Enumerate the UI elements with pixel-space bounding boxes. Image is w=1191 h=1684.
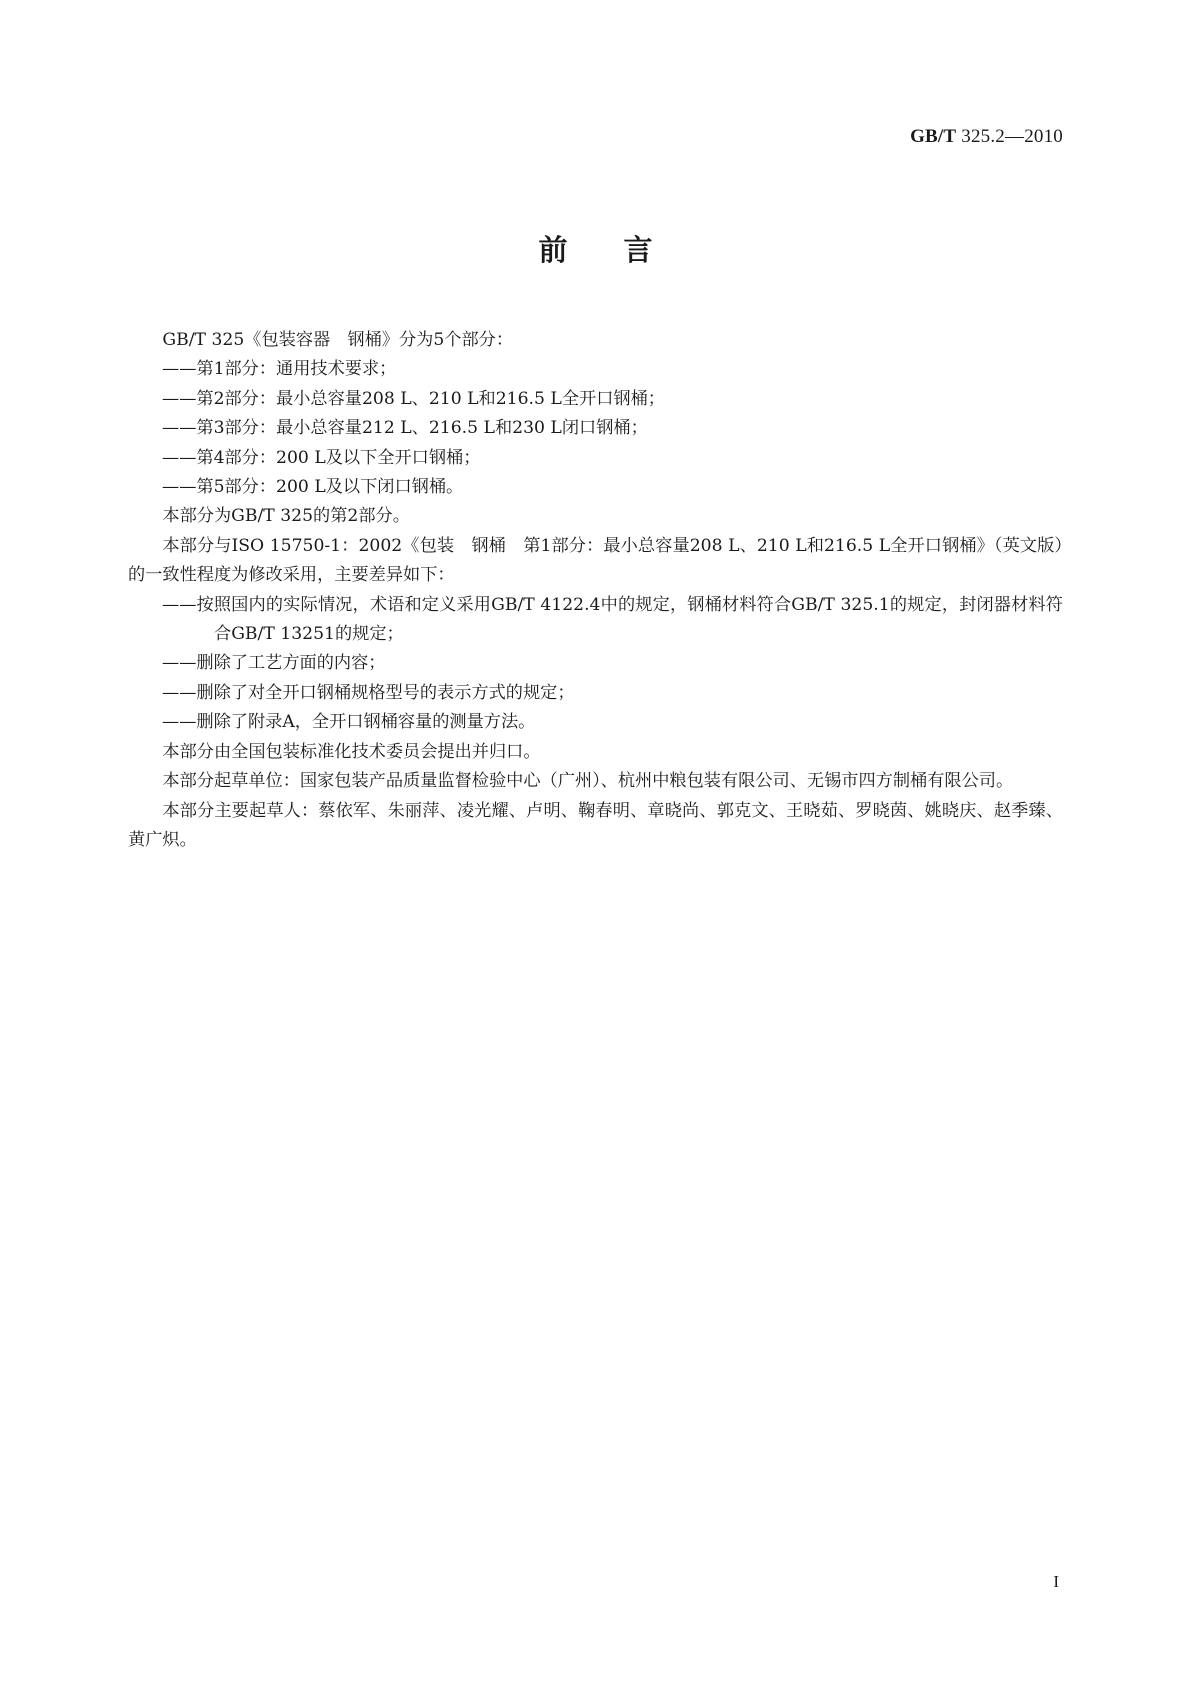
paragraph-iso-consistency: 本部分与ISO 15750-1：2002《包装 钢桶 第1部分：最小总容量208 L、210 L和216.5 L全开口钢桶》（英文版）的一致性程度为修改采用，主要差异如下：	[128, 535, 1063, 586]
standard-code-prefix: GB/T	[910, 126, 957, 147]
paragraph-this-part: 本部分为GB/T 325的第2部分。	[162, 506, 410, 527]
document-body	[128, 326, 1063, 855]
list-item-difference-2: ——删除了工艺方面的内容；	[162, 653, 386, 674]
list-item-part-3: ——第3部分：最小总容量212 L、216.5 L和230 L闭口钢桶；	[162, 418, 648, 439]
paragraph-drafters: 本部分主要起草人：蔡依军、朱丽萍、凌光耀、卢明、鞠春明、章晓尚、郭克文、王晓茹、罗晓茵、姚晓庆、赵季臻、黄广炽。	[128, 800, 1063, 850]
page-title: 前言	[538, 233, 709, 267]
list-item-part-1: ——第1部分：通用技术要求；	[162, 359, 397, 380]
list-item-difference-3: ——删除了对全开口钢桶规格型号的表示方式的规定；	[162, 682, 575, 703]
paragraph-parts-intro: GB/T 325《包装容器 钢桶》分为5个部分：	[162, 330, 514, 350]
paragraph-proposed-by: 本部分由全国包装标准化技术委员会提出并归口。	[162, 741, 541, 762]
list-item-difference-4: ——删除了附录A，全开口钢桶容量的测量方法。	[162, 712, 536, 733]
standard-code	[910, 126, 1063, 148]
list-item-part-5: ——第5部分：200 L及以下闭口钢桶。	[162, 477, 464, 498]
standard-code-number: 325.2—2010	[956, 126, 1063, 147]
page-number: I	[1053, 1572, 1059, 1591]
paragraph-drafting-units: 本部分起草单位：国家包装产品质量监督检验中心（广州）、杭州中粮包装有限公司、无锡市四方制桶有限公司。	[162, 771, 1014, 792]
list-item-part-4: ——第4部分：200 L及以下全开口钢桶；	[162, 447, 481, 468]
list-item-part-2: ——第2部分：最小总容量208 L、210 L和216.5 L全开口钢桶；	[162, 388, 665, 409]
list-item-difference-1: ——按照国内的实际情况，术语和定义采用GB/T 4122.4中的规定，钢桶材料符合GB/T 325.1的规定，封闭器材料符合GB/T 13251的规定；	[162, 594, 1063, 645]
